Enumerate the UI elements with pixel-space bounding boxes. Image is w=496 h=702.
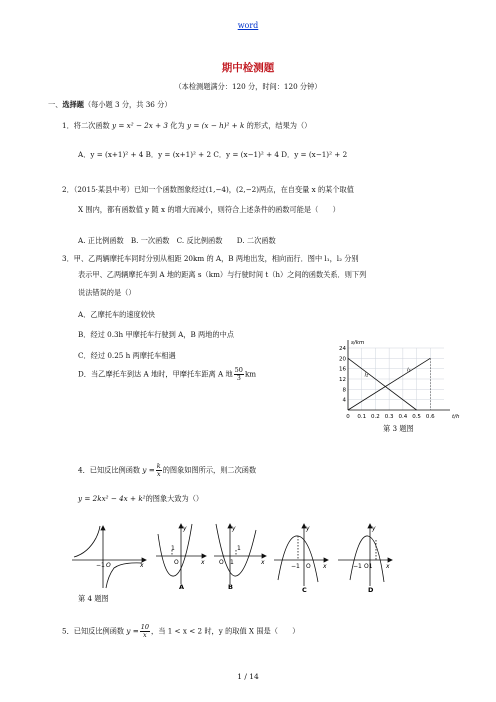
q3-option-c: C．经过 0.25 h 两摩托车相遇 [78,351,176,360]
q4-post: 的图象如图所示，则二次函数 [162,465,257,475]
series-label: l₁ [406,367,411,374]
x-tick-label: 0.5 [412,414,421,420]
section-heading [48,100,172,110]
section-note: （每小题 3 分，共 36 分） [83,100,172,109]
q5-y: y = [126,626,139,636]
svg-text:−1: −1 [96,562,105,569]
q3-line2: 表示甲、乙两辆摩托车到 A 地的距离 s（km）与行驶时间 t（h）之间的函数关系．则下列 [78,270,367,279]
x-tick-label: 0.3 [384,414,394,420]
svg-text:O1: O1 [364,563,373,570]
svg-text:D: D [368,586,374,594]
q4-option-d-graph [338,524,392,586]
q3-line3: 说法错误的是（） [78,288,136,297]
page-subtitle: （本检测题满分：120 分，时间：120 分钟） [174,82,322,91]
question-5 [62,624,299,639]
page-number: 1 / 14 [237,672,259,681]
q4-option-b-graph [214,524,266,584]
x-tick-label: 0.1 [357,414,367,420]
svg-text:A: A [179,583,185,591]
svg-text:y: y [306,525,310,532]
q4-y: y = [142,465,155,475]
y-tick-label: 4 [342,397,346,404]
q1-expr1: y = x² − 2x + 3 [112,121,168,130]
x-tick-label: 0.6 [425,414,435,420]
q4-line2-post: 的图象大致为（） [145,494,204,503]
q1-prefix: 1．将二次函数 [62,121,110,130]
q3-option-a: A．乙摩托车的速度较快 [78,310,156,319]
svg-text:O: O [106,562,111,569]
svg-text:B: B [228,583,233,591]
series-line [348,358,417,410]
q3-option-b: B．经过 0.3h 甲摩托车行驶到 A，B 两地的中点 [78,330,234,339]
y-tick-label: 8 [342,387,346,394]
q2-line1: 2．（2015·某县中考）已知一个函数图象经过(1,−4)，(2,−2)两点，在自变量 x 的某个取值 [62,185,354,194]
y-tick-label: 24 [339,346,346,352]
x-axis-label: t/h [452,414,460,420]
q1-mid: 化为 [170,121,185,130]
svg-text:x: x [323,563,327,570]
svg-text:x: x [261,559,265,566]
question-4-line2 [78,494,203,504]
q4-prefix: 4．已知反比例函数 [78,465,141,475]
y-axis-label: s/km [351,340,365,346]
q4-option-c-graph [274,524,328,586]
svg-text:x: x [386,563,390,570]
svg-text:1: 1 [171,545,175,552]
q4-fraction: $\frac{k}{x}$ [156,462,161,478]
svg-text:−1: −1 [353,563,362,570]
y-tick-label: 16 [339,366,346,373]
q4-graphs [66,520,466,592]
svg-text:y: y [232,525,236,532]
question-1 [62,121,311,131]
q1-options: A．y = (x+1)² + 4 B．y = (x+1)² + 2 C．y = (x−1)² + 4 D．y = (x−1)² + 2 [78,150,348,159]
q3-line-chart [326,338,460,420]
x-tick-label: 0.2 [371,414,380,420]
svg-text:−1: −1 [291,563,300,570]
q5-post: ，当 1 < x < 2 时，y 的取值 X 围是（ ） [151,626,300,636]
q2-options: A. 正比例函数 B. 一次函数 C. 反比例函数 D. 二次函数 [78,236,276,245]
q3-caption: 第 3 题图 [383,424,414,433]
svg-text:O: O [174,559,179,566]
q3-option-d-unit: km [244,369,257,379]
q3-option-d-fraction: $\frac{50}{3}$ [234,366,243,382]
header-link[interactable]: word [237,21,259,30]
q3-line1: 3．甲、乙两辆摩托车同时分别从相距 20km 的 A，B 两地出发，相向而行．图中 l₁，l₂ 分别 [62,254,359,263]
q1-suffix: 的形式，结果为（） [246,121,312,130]
q4-caption: 第 4 题图 [78,594,109,603]
page-title: 期中检测题 [221,62,275,74]
svg-text:O: O [306,563,311,570]
svg-text:x: x [140,562,144,569]
q1-expr2: y = (x − h)² + k [186,121,245,130]
q4-reference-graph [72,526,146,588]
svg-text:1: 1 [237,545,241,552]
x-tick-label: 0.4 [398,414,408,420]
svg-text:O: O [219,559,224,566]
y-tick-label: 12 [339,377,346,383]
svg-text:C: C [302,586,307,594]
svg-text:1: 1 [230,559,234,566]
series-label: l₂ [364,372,369,379]
q4-option-a-graph [156,524,206,584]
q4-expr: y = 2kx² − 4x + k² [78,494,146,503]
x-tick-label: 0 [346,414,350,420]
q3-option-d [78,367,256,382]
svg-text:y: y [372,525,376,532]
section-name: 选择题 [62,100,84,109]
q5-fraction: $\frac{10}{x}$ [140,623,150,639]
question-4-line1 [78,463,256,478]
q2-line2: X 围内，都有函数值 y 随 x 的增大而减小，则符合上述条件的函数可能是（ ） [78,205,340,214]
section-label: 一、 [48,100,63,109]
y-tick-label: 20 [339,356,346,363]
q3-option-d-text: D．当乙摩托车到达 A 地时，甲摩托车距离 A 地 [78,369,233,379]
svg-text:y: y [183,525,187,532]
q5-prefix: 5．已知反比例函数 [62,626,125,636]
svg-text:x: x [201,559,205,566]
